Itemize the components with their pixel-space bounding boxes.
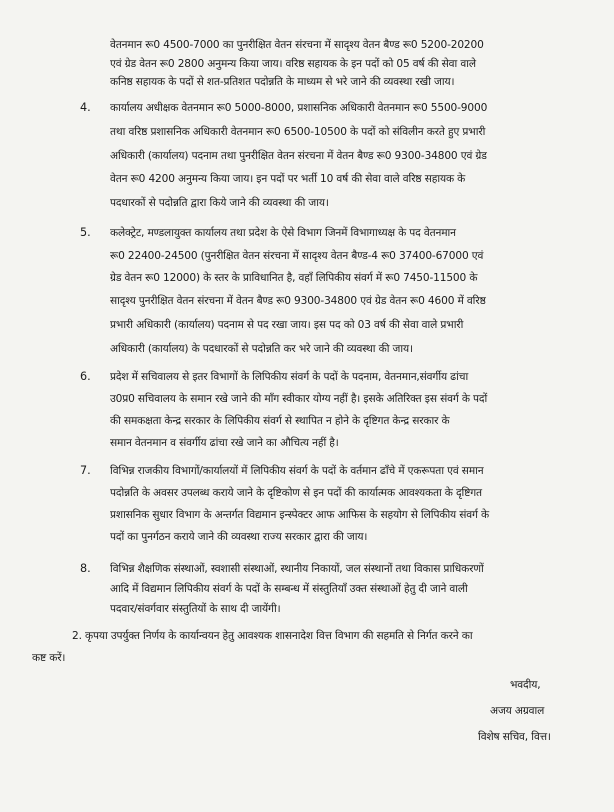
text-line: प्रदेश में सचिवालय से इतर विभागों के लिपिकीय संवर्ग के पदों के पदनाम, वेतनमान,संवर्गीय ढांचा xyxy=(110,371,469,383)
item-number: 7. xyxy=(80,464,91,477)
text-line: प्रभारी अधिकारी (कार्यालय) पदनाम से पद रखा जाय। इस पद को 03 वर्ष की सेवा वाले प्रभारी xyxy=(110,319,464,331)
text-line: उ0प्र0 सचिवालय के समान रखे जाने की माँग स्वीकार योग्य नहीं है। इसके अतिरिक्त इस संवर्ग के पदों xyxy=(110,393,488,405)
text-line: की समकक्षता केन्द्र सरकार के लिपिकीय संवर्ग से स्थापित न होने के दृष्टिगत केन्द्र सरकार के xyxy=(110,415,450,427)
text-line: ग्रेड वेतन रू0 12000) के स्तर के प्राविधानित है, वहाँ लिपिकीय संवर्ग में रू0 7450-11500 के xyxy=(110,272,478,284)
signatory-name: अजय अग्रवाल xyxy=(490,705,545,717)
text-line: समान वेतनमान व संवर्गीय ढांचा रखे जाने का औचित्य नहीं है। xyxy=(110,437,339,449)
text-line: कष्ट करें। xyxy=(32,652,66,664)
text-line: पदवार/संवर्गवार संस्तुतियों के साथ दी जायेंगी। xyxy=(110,603,281,615)
signatory-designation: विशेष सचिव, वित्त। xyxy=(478,731,551,743)
text-line: वेतनमान रू0 4500-7000 का पुनरीक्षित वेतन संरचना में सादृश्य वेतन बैण्ड रू0 5200-20200 xyxy=(110,39,484,51)
text-line: 2. कृपया उपर्युक्त निर्णय के कार्यान्वयन हेतु आवश्यक शासनादेश वित्त विभाग की सहमति से निर्गत करने का xyxy=(72,630,473,642)
text-line: सादृश्य पुनरीक्षित वेतन संरचना में वेतन बैण्ड रू0 9300-34800 एवं ग्रेड वेतन रू0 4600 में वरिष्ठ xyxy=(110,295,486,307)
text-line: प्रशासनिक सुधार विभाग के अन्तर्गत विद्यमान इन्स्पेक्टर आफ आफिस के सहयोग से लिपिकीय संवर्ग के xyxy=(110,509,490,521)
text-line: तथा वरिष्ठ प्रशासनिक अधिकारी वेतनमान रू0 6500-10500 के पदों को संविलीन करते हुए प्रभारी xyxy=(110,126,486,138)
text-line: आदि में विद्यमान लिपिकीय संवर्ग के पदों के सम्बन्ध में संस्तुतियाँ उक्त संस्थाओं हेतु दी जाने वाली xyxy=(110,583,468,595)
text-line: पदोन्नति के अवसर उपलब्ध कराये जाने के दृष्टिकोण से इन पदों की कार्यात्मक आवश्यकता के दृष्टिगत xyxy=(110,487,482,499)
text-line: कार्यालय अधीक्षक वेतनमान रू0 5000-8000, प्रशासनिक अधिकारी वेतनमान रू0 5500-9000 xyxy=(110,102,488,114)
salutation: भवदीय, xyxy=(510,679,541,691)
text-line: अधिकारी (कार्यालय) पदनाम तथा पुनरीक्षित वेतन संरचना में वेतन बैण्ड रू0 9300-34800 एवं ग्रेड xyxy=(110,150,487,162)
text-line: कलेक्ट्रेट, मण्डलायुक्त कार्यालय तथा प्रदेश के ऐसे विभाग जिनमें विभागाध्यक्ष के पद वेतनमान xyxy=(110,227,456,239)
text-line: वेतन रू0 4200 अनुमन्य किया जाय। इन पदों पर भर्ती 10 वर्ष की सेवा वाले वरिष्ठ सहायक के xyxy=(110,173,466,185)
text-line: रू0 22400-24500 (पुनरीक्षित वेतन संरचना में सादृश्य वेतन बैण्ड-4 रू0 37400-67000 एवं xyxy=(110,250,484,262)
text-line: पदधारकों से पदोन्नति द्वारा किये जाने की व्यवस्था की जाय। xyxy=(110,197,329,209)
item-number: 5. xyxy=(80,226,91,239)
text-line: विभिन्न शैक्षणिक संस्थाओं, स्वशासी संस्थाओं, स्थानीय निकायों, जल संस्थानों तथा विकास प्राधिकरणों xyxy=(110,563,484,575)
item-number: 6. xyxy=(80,370,91,383)
item-number: 8. xyxy=(80,562,91,575)
text-line: एवं ग्रेड वेतन रू0 2800 अनुमन्य किया जाय। वरिष्ठ सहायक के इन पदों को 05 वर्ष की सेवा वाले xyxy=(110,58,476,70)
text-line: विभिन्न राजकीय विभागों/कार्यालयों में लिपिकीय संवर्ग के पदों के वर्तमान ढाँचे में एकरूपता एवं समान xyxy=(110,465,484,477)
text-line: कनिष्ठ सहायक के पदों से शत-प्रतिशत पदोन्नति के माध्यम से भरे जाने की व्यवस्था रखी जाय। xyxy=(110,76,455,88)
text-line: अधिकारी (कार्यालय) के पदधारकों से पदोन्नति कर भरे जाने की व्यवस्था की जाय। xyxy=(110,343,413,355)
item-number: 4. xyxy=(80,101,91,114)
text-line: पदों का पुनर्गठन कराये जाने की व्यवस्था राज्य सरकार द्वारा की जाय। xyxy=(110,531,368,543)
